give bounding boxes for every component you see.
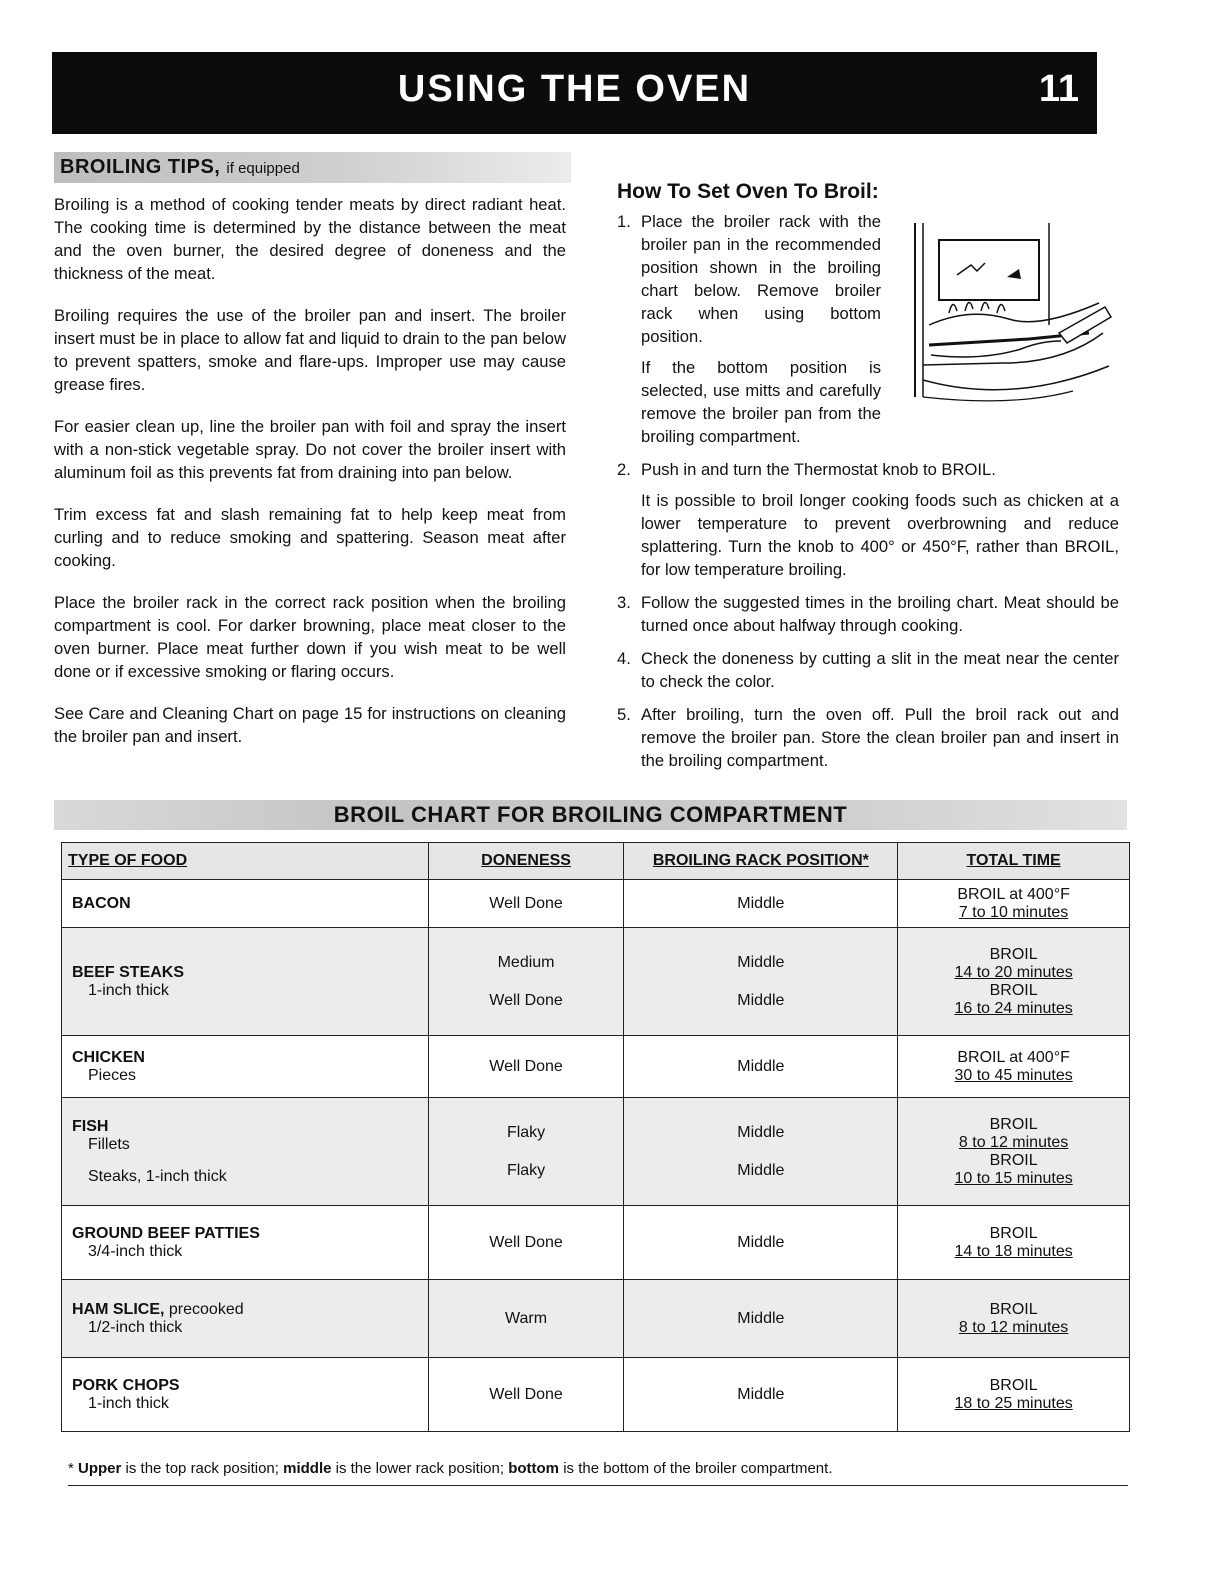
rack-position-cell xyxy=(624,1098,898,1206)
step-number: 4. xyxy=(617,649,631,668)
column-header-total-time: TOTAL TIME xyxy=(898,843,1130,880)
column-header-type-of-food: TYPE OF FOOD xyxy=(62,843,429,880)
time-method: BROIL xyxy=(989,1115,1038,1133)
rack-position-value: Middle xyxy=(737,1123,785,1141)
step-number: 3. xyxy=(617,593,631,612)
broiling-tips-section xyxy=(54,152,566,767)
footnote-upper-text: is the top rack position; xyxy=(121,1460,284,1477)
time-method: BROIL xyxy=(989,1376,1038,1394)
table-row xyxy=(62,928,1130,1036)
food-detail: 1-inch thick xyxy=(88,981,169,999)
rack-position-value: Middle xyxy=(737,1161,785,1179)
table-row xyxy=(62,1036,1130,1098)
rack-position-footnote xyxy=(68,1460,1128,1486)
food-detail: Fillets xyxy=(88,1135,130,1153)
food-cell xyxy=(62,1036,429,1098)
footnote-bottom-label: bottom xyxy=(508,1460,560,1477)
food-cell xyxy=(62,880,429,928)
food-detail: 1-inch thick xyxy=(88,1394,169,1412)
doneness-value: Warm xyxy=(505,1309,548,1327)
rack-position-value: Middle xyxy=(737,1057,785,1075)
broiling-tips-heading xyxy=(54,152,571,183)
time-method: BROIL xyxy=(989,981,1038,999)
doneness-cell xyxy=(428,1206,624,1280)
doneness-value: Well Done xyxy=(489,1057,563,1075)
time-range: 14 to 18 minutes xyxy=(954,1242,1073,1260)
table-row xyxy=(62,1098,1130,1206)
time-method: BROIL xyxy=(989,1151,1038,1169)
food-cell xyxy=(62,1358,429,1432)
food-detail: 3/4-inch thick xyxy=(88,1242,183,1260)
step-number: 5. xyxy=(617,705,631,724)
rack-position-value: Middle xyxy=(737,1385,785,1403)
step-text: If the bottom position is selected, use mitts and carefully remove the broiler pan from the broiling compartment. xyxy=(641,358,881,446)
food-cell xyxy=(62,928,429,1036)
rack-position-cell xyxy=(624,1280,898,1358)
rack-position-value: Middle xyxy=(737,1309,785,1327)
footnote-star: * xyxy=(68,1460,79,1477)
food-name-note: precooked xyxy=(168,1300,244,1318)
tips-paragraph: Place the broiler rack in the correct rack position when the broiling compartment is cool. For darker browning, place meat closer to the oven burner. Place meat further down if you wish meat to be well done or if excessive smoking or flaring occurs. xyxy=(54,593,566,681)
total-time-cell xyxy=(898,1036,1130,1098)
doneness-value: Flaky xyxy=(506,1161,546,1179)
step-text: Push in and turn the Thermostat knob to BROIL. xyxy=(641,460,996,479)
how-to-broil-section xyxy=(617,180,1119,782)
page-title: USING THE OVEN xyxy=(397,68,752,110)
food-name xyxy=(72,1225,418,1243)
time-range: 30 to 45 minutes xyxy=(954,1066,1073,1084)
time-range: 14 to 20 minutes xyxy=(954,963,1073,981)
doneness-cell xyxy=(428,1280,624,1358)
food-name xyxy=(72,1301,418,1319)
rack-position-value: Middle xyxy=(737,953,785,971)
rack-position-cell xyxy=(624,1206,898,1280)
time-range: 16 to 24 minutes xyxy=(954,999,1073,1017)
rack-position-cell xyxy=(624,1036,898,1098)
doneness-cell xyxy=(428,1098,624,1206)
total-time-cell xyxy=(898,928,1130,1036)
time-method: BROIL xyxy=(989,1224,1038,1242)
food-name-text: FISH xyxy=(72,1117,109,1135)
time-range: 18 to 25 minutes xyxy=(954,1394,1073,1412)
footnote-middle-text: is the lower rack position; xyxy=(331,1460,509,1477)
food-cell xyxy=(62,1206,429,1280)
total-time-cell xyxy=(898,1098,1130,1206)
broil-step xyxy=(617,591,1119,637)
table-row xyxy=(62,1206,1130,1280)
time-method: BROIL at 400°F xyxy=(957,885,1070,903)
doneness-value: Well Done xyxy=(489,894,563,912)
page-header xyxy=(52,52,1097,134)
step-text: Place the broiler rack with the broiler pan in the recommended position shown in the broiling chart below. Remove broiler rack when using bottom position. xyxy=(641,212,881,346)
total-time-cell xyxy=(898,1358,1130,1432)
oven-broiler-illustration-icon xyxy=(909,215,1115,445)
doneness-value: Medium xyxy=(497,953,555,971)
time-range: 7 to 10 minutes xyxy=(958,903,1069,921)
footnote-bottom-text: is the bottom of the broiler compartment. xyxy=(559,1460,833,1477)
broiling-tips-title: BROILING TIPS, xyxy=(60,156,221,178)
food-name-text: GROUND BEEF PATTIES xyxy=(72,1224,260,1242)
food-name xyxy=(72,1049,418,1067)
doneness-cell xyxy=(428,880,624,928)
doneness-cell xyxy=(428,1358,624,1432)
broil-chart-banner: BROIL CHART FOR BROILING COMPARTMENT xyxy=(54,800,1127,830)
rack-position-cell xyxy=(624,880,898,928)
food-name xyxy=(72,1118,418,1136)
time-range: 10 to 15 minutes xyxy=(954,1169,1073,1187)
tips-paragraph: Broiling requires the use of the broiler pan and insert. The broiler insert must be in place to allow fat and liquid to drain to the pan below to prevent spatters, smoke and flare-ups. Improper use may cause grease fires. xyxy=(54,306,566,394)
step-number: 2. xyxy=(617,460,631,479)
doneness-cell xyxy=(428,928,624,1036)
table-row xyxy=(62,1358,1130,1432)
rack-position-value: Middle xyxy=(737,894,785,912)
food-name xyxy=(72,1377,418,1395)
rack-position-value: Middle xyxy=(737,991,785,1009)
column-header-doneness: DONENESS xyxy=(428,843,624,880)
tips-paragraph: Broiling is a method of cooking tender meats by direct radiant heat. The cooking time is determined by the distance between the meat and the oven burner, the desired degree of doneness and the thickness of the meat. xyxy=(54,195,566,283)
step-number: 1. xyxy=(617,212,631,231)
broiling-tips-note: if equipped xyxy=(226,160,300,177)
broil-chart-table xyxy=(61,842,1130,1432)
table-row xyxy=(62,1280,1130,1358)
doneness-value: Well Done xyxy=(489,1385,563,1403)
food-name-text: BACON xyxy=(72,894,131,912)
rack-position-cell xyxy=(624,1358,898,1432)
food-cell xyxy=(62,1098,429,1206)
time-method: BROIL at 400°F xyxy=(957,1048,1070,1066)
time-range: 8 to 12 minutes xyxy=(958,1318,1069,1336)
total-time-cell xyxy=(898,1280,1130,1358)
step-text: It is possible to broil longer cooking foods such as chicken at a lower temperature to prevent overbrowning and reduce splattering. Turn the knob to 400° or 450°F, rather than BROIL, for low temperature broiling. xyxy=(641,491,1119,579)
food-detail: 1/2-inch thick xyxy=(88,1318,183,1336)
broil-chart-header-row xyxy=(62,843,1130,880)
broil-step xyxy=(617,647,1119,693)
step-text: Follow the suggested times in the broiling chart. Meat should be turned once about halfway through cooking. xyxy=(641,593,1119,635)
footnote-middle-label: middle xyxy=(283,1460,332,1477)
total-time-cell xyxy=(898,1206,1130,1280)
food-name-text: CHICKEN xyxy=(72,1048,145,1066)
step-text: After broiling, turn the oven off. Pull the broil rack out and remove the broiler pan. Store the clean broiler pan and insert in the broiling compartment. xyxy=(641,705,1119,770)
broil-step xyxy=(617,458,1119,581)
footnote-upper-label: Upper xyxy=(78,1460,122,1477)
food-name xyxy=(72,964,418,982)
total-time-cell xyxy=(898,880,1130,928)
food-detail: Pieces xyxy=(88,1066,137,1084)
tips-paragraph: For easier clean up, line the broiler pan with foil and spray the insert with a non-stick vegetable spray. Do not cover the broiler insert with aluminum foil as this prevents fat from draining into pan below. xyxy=(54,417,566,482)
time-range: 8 to 12 minutes xyxy=(958,1133,1069,1151)
tips-paragraph: Trim excess fat and slash remaining fat to help keep meat from curling and to reduce smoking and spattering. Season meat after cooking. xyxy=(54,505,566,570)
doneness-cell xyxy=(428,1036,624,1098)
how-to-broil-title: How To Set Oven To Broil: xyxy=(617,180,879,203)
broiling-tips-body xyxy=(54,193,566,748)
food-cell xyxy=(62,1280,429,1358)
food-detail: Steaks, 1-inch thick xyxy=(88,1167,227,1185)
food-name xyxy=(72,895,418,913)
column-header-rack-position: BROILING RACK POSITION* xyxy=(624,843,898,880)
food-name-text: HAM SLICE, xyxy=(72,1300,165,1318)
rack-position-value: Middle xyxy=(737,1233,785,1251)
time-method: BROIL xyxy=(989,1300,1038,1318)
food-name-text: BEEF STEAKS xyxy=(72,963,185,981)
doneness-value: Well Done xyxy=(489,1233,563,1251)
tips-paragraph: See Care and Cleaning Chart on page 15 for instructions on cleaning the broiler pan and insert. xyxy=(54,704,566,746)
time-method: BROIL xyxy=(989,945,1038,963)
step-text: Check the doneness by cutting a slit in the meat near the center to check the color. xyxy=(641,649,1119,691)
page-number: 11 xyxy=(1038,68,1079,110)
food-name-text: PORK CHOPS xyxy=(72,1376,180,1394)
broil-step xyxy=(617,703,1119,772)
doneness-value: Flaky xyxy=(506,1123,546,1141)
doneness-value: Well Done xyxy=(489,991,563,1009)
rack-position-cell xyxy=(624,928,898,1036)
table-row xyxy=(62,880,1130,928)
